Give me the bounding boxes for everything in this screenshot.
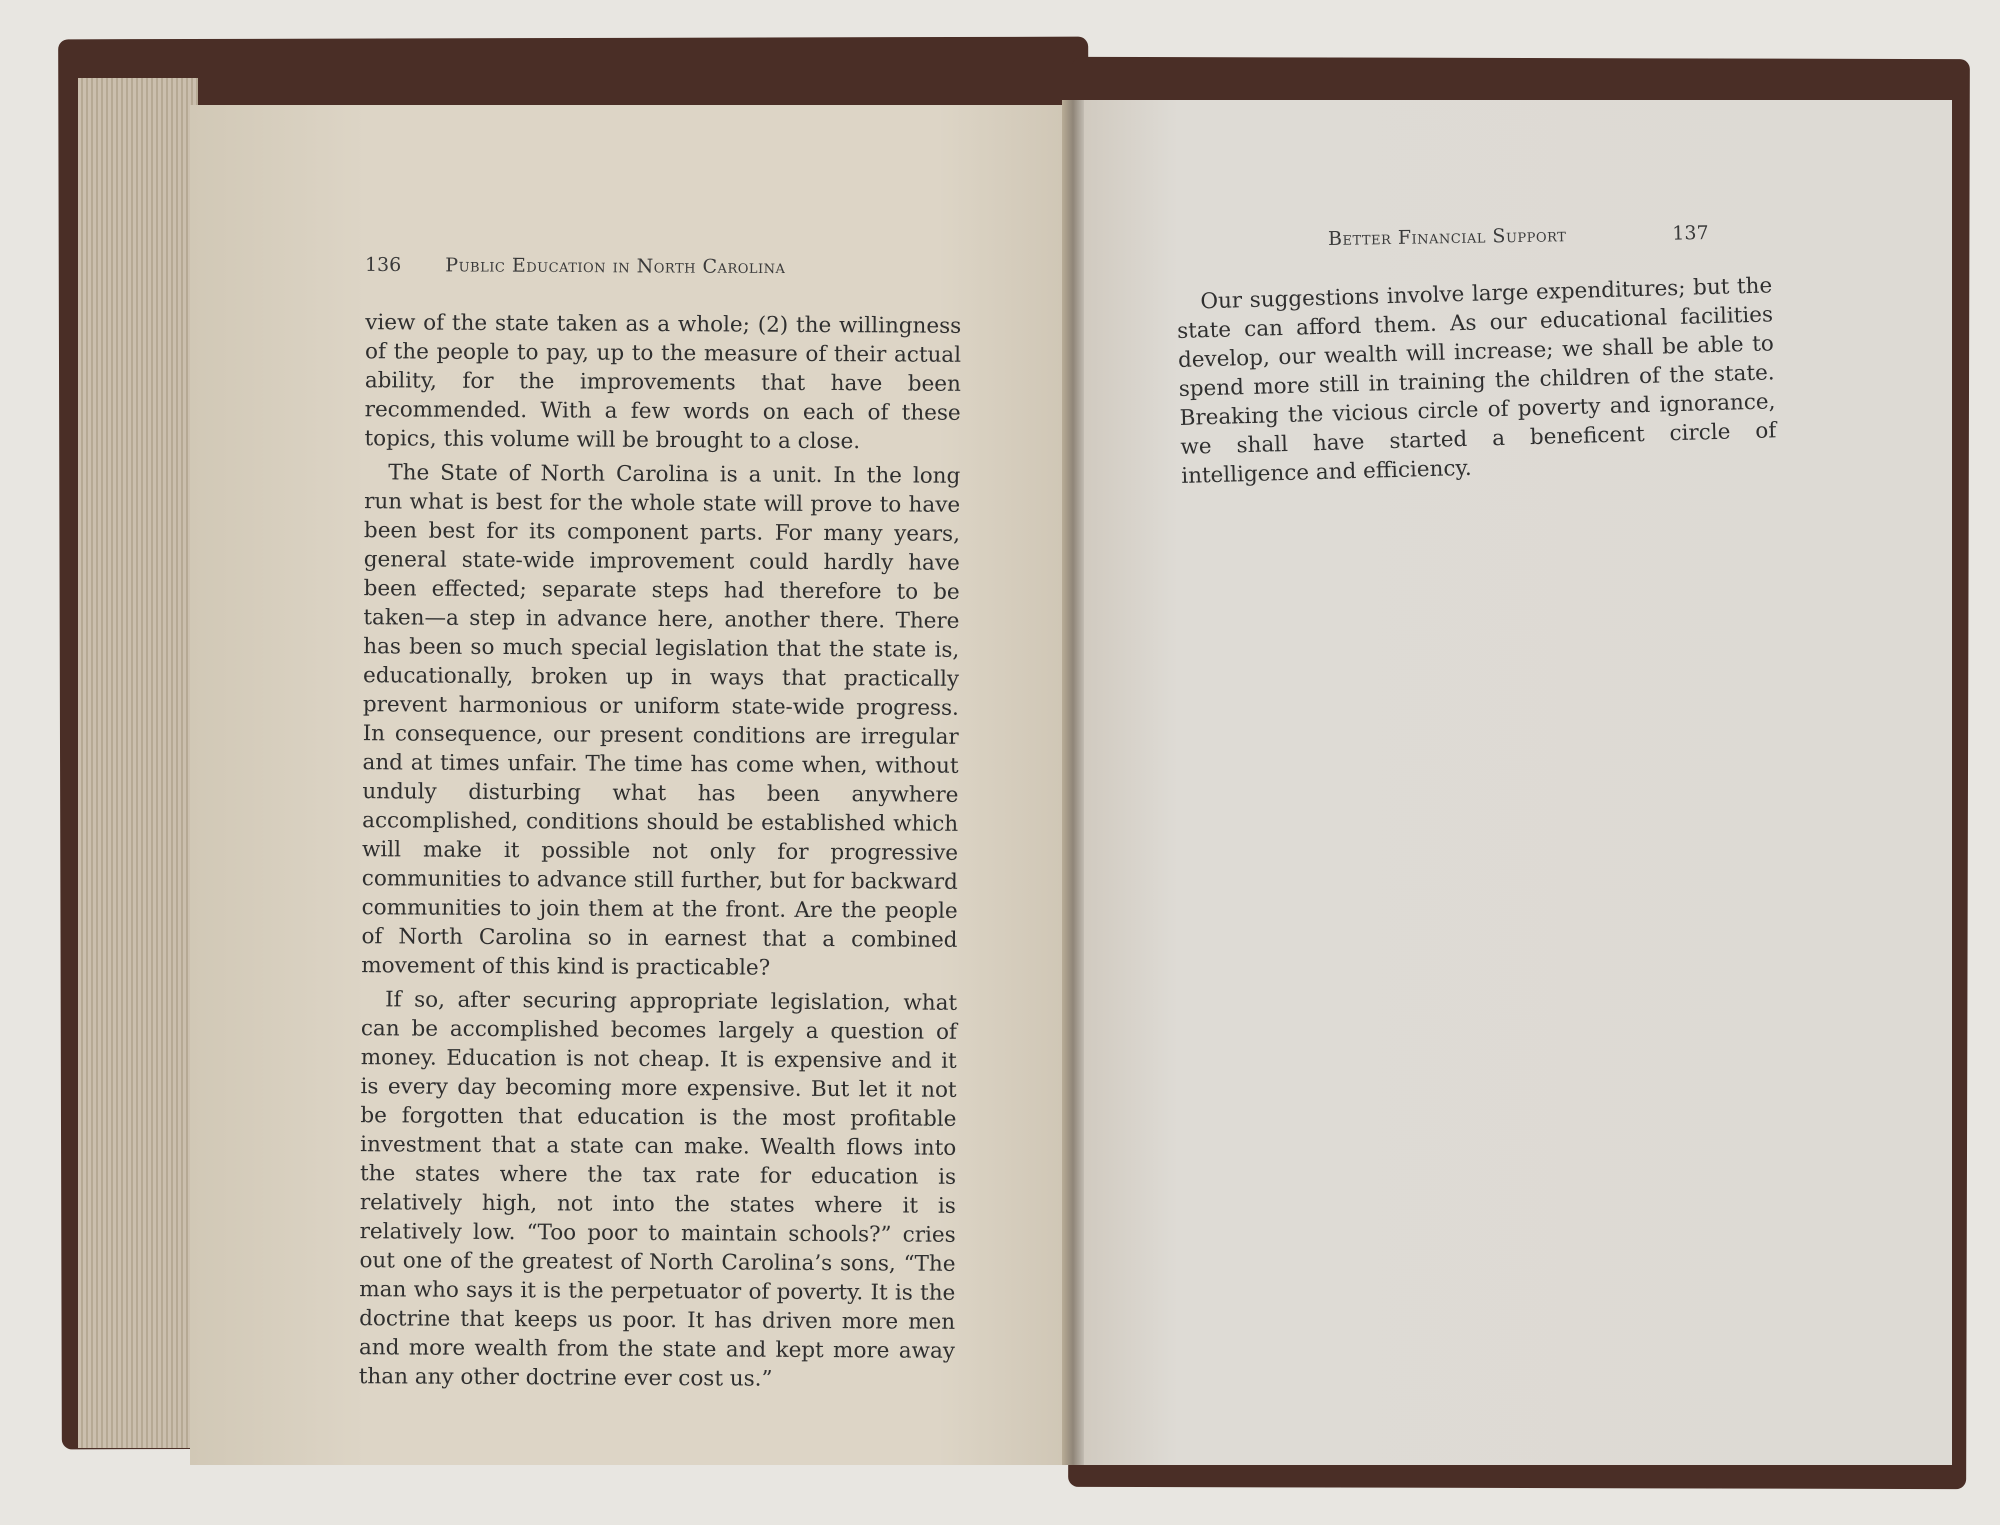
left-paragraph-3: If so, after securing appropriate legislation, what can be accomplished becomes largely a question of money. Education is not cheap. It is expensive and it is every day becoming more expensive. But let it not be forgotten that education is the most profitable investment that a state can make. Wealth flows into the states where the tax rate for education is relatively high, not into the states where it is relatively low. “Too poor to maintain schools?” cries out one of the greatest of North Carolina’s sons, “The man who says it is the perpetuator of poverty. It is the doctrine that keeps us poor. It has driven more men and more wealth from the state and kept more away than any other doctrine ever cost us.” (358, 987, 958, 1392)
page-edges (78, 78, 198, 1448)
book-gutter (1062, 100, 1084, 1465)
left-page-header (365, 254, 786, 278)
left-running-head: Public Education in North Carolina (445, 254, 786, 279)
left-page-body (359, 308, 962, 1400)
right-paragraph-1: Our suggestions involve large expenditures; but the state can afford them. As our educational facilities develop, our wealth will increase; we shall be able to spend more still in training the children of the state. Breaking the vicious circle of poverty and ignorance, we shall have started a beneficent circle of intelligence and efficiency. (1176, 273, 1777, 489)
right-running-head: Better Financial Support (1327, 224, 1567, 250)
left-paragraph-1: view of the state taken as a whole; (2) the willingness of the people to pay, up to the measure of their actual ability, for the improvements that have been recommended. With a few words on each of these topics, this volume will be brought to a close. (364, 310, 962, 455)
right-page-number: 137 (1672, 222, 1709, 245)
left-paragraph-2: The State of North Carolina is a unit. In the long run what is best for the whole state will prove to have been best for its component parts. For many years, general state-wide improvement could hardly have been effected; separate steps had therefore to be taken—a step in advance here, another there. There has been so much special legislation that the state is, educationally, broken up in ways that practically prevent harmonious or uniform state-wide progress. In consequence, our present conditions are irregular and at times unfair. The time has come when, without unduly disturbing what has been anywhere accomplished, conditions should be established which will make it possible not only for progressive communities to advance still further, but for backward communities to join them at the front. Are the people of North Carolina so in earnest that a combined movement of this kind is practicable? (361, 460, 961, 981)
right-page-body (1176, 271, 1778, 496)
left-page-number: 136 (364, 253, 402, 277)
